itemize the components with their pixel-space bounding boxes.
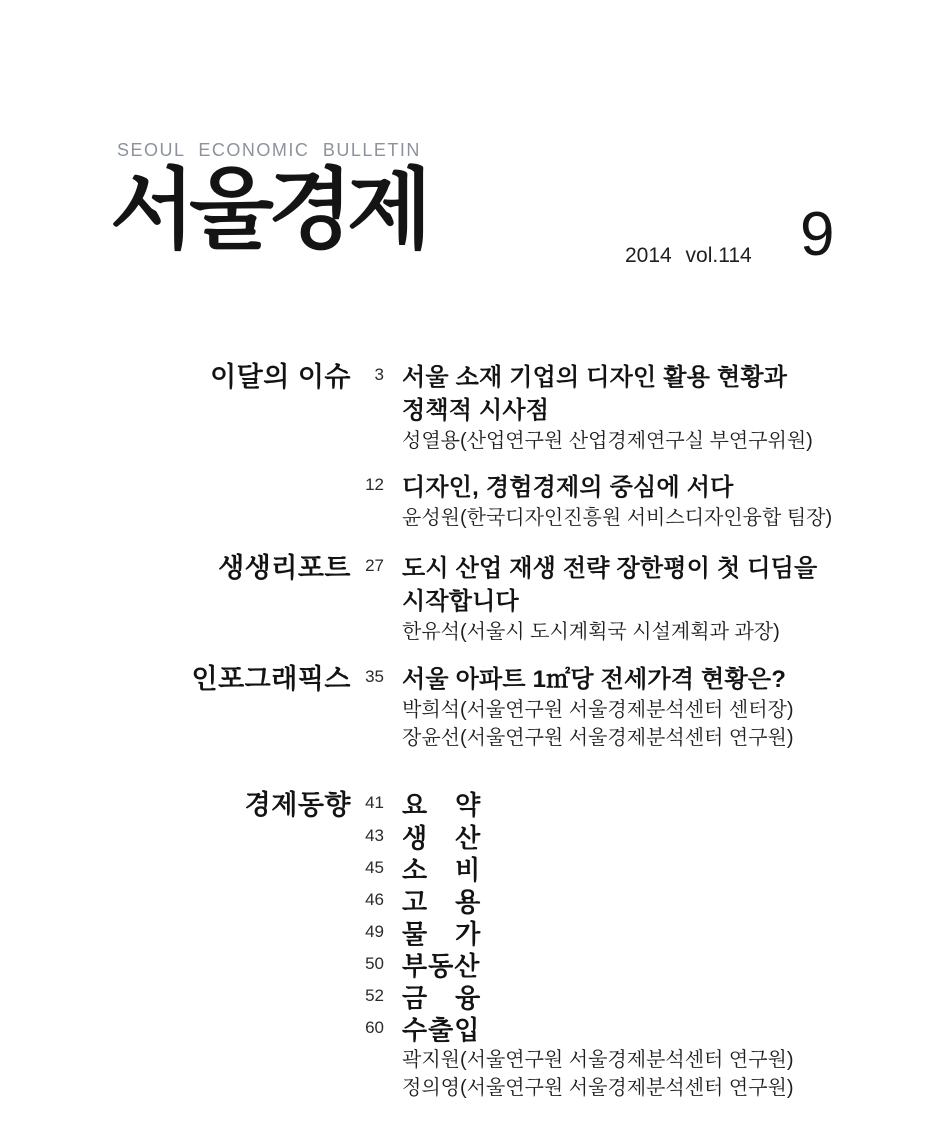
page-number: 49: [365, 922, 384, 941]
entry-content: [389, 361, 845, 455]
entry-content: [389, 789, 845, 821]
entry-title: 소 비: [402, 855, 482, 885]
section-label: 경제동향: [244, 790, 351, 820]
page-number: 60: [365, 1018, 384, 1037]
entry-author: 윤성원(한국디자인진흥원 서비스디자인융합 팀장): [402, 507, 833, 529]
section-label: 이달의 이슈: [210, 362, 351, 392]
page-number: 27: [365, 556, 384, 575]
entry-content: [389, 886, 845, 918]
toc-row: [105, 552, 845, 646]
page-number: 45: [365, 858, 384, 877]
entry-author: 박희석(서울연구원 서울경제분석센터 센터장): [402, 699, 794, 721]
entry-title-line2: 정책적 시사점: [402, 397, 550, 424]
entry-author: 장윤선(서울연구원 서울경제분석센터 연구원): [402, 727, 794, 749]
page-number: 35: [365, 667, 384, 686]
page-number: 12: [365, 475, 384, 494]
entry-content: [389, 918, 845, 950]
entry-title: 수출입: [402, 1015, 481, 1045]
toc-row: [105, 854, 845, 886]
page-number: 52: [365, 986, 384, 1005]
entry-title: 금 융: [402, 983, 482, 1013]
entry-content: [389, 822, 845, 854]
entry-title: 생 산: [402, 823, 482, 853]
table-of-contents: [105, 361, 845, 1102]
toc-row: [105, 918, 845, 950]
entry-content: [389, 552, 845, 646]
entry-title: 도시 산업 재생 전략 장한평이 첫 디딤을: [402, 555, 818, 582]
entry-content: [389, 1014, 845, 1102]
section-label: 생생리포트: [218, 553, 351, 583]
toc-row: [105, 361, 845, 455]
toc-row: [105, 663, 845, 752]
volume-label: 2014 vol.114: [625, 244, 752, 267]
section-label: 인포그래픽스: [191, 664, 351, 694]
masthead-title: 서울경제: [110, 160, 427, 259]
page-number: 50: [365, 954, 384, 973]
toc-row: [105, 471, 845, 532]
entry-content: [389, 854, 845, 886]
entry-author: 정의영(서울연구원 서울경제분석센터 연구원): [402, 1077, 794, 1099]
entry-author: 한유석(서울시 도시계획국 시설계획과 과장): [402, 621, 780, 643]
entry-content: [389, 471, 845, 532]
entry-content: [389, 982, 845, 1014]
entry-content: [389, 950, 845, 982]
entry-title: 부동산: [402, 951, 481, 981]
toc-row: [105, 982, 845, 1014]
entry-title: 물 가: [402, 919, 482, 949]
entry-title: 디자인, 경험경제의 중심에 서다: [402, 474, 734, 501]
eyebrow-title: SEOUL ECONOMIC BULLETIN: [117, 140, 421, 160]
page-number: 3: [374, 365, 384, 384]
toc-row: [105, 1014, 845, 1102]
page-number: 41: [365, 793, 384, 812]
entry-title-line2: 시작합니다: [402, 588, 519, 615]
entry-title: 요 약: [402, 790, 482, 820]
page-number: 46: [365, 890, 384, 909]
entry-content: [389, 663, 845, 752]
page-number: 43: [365, 826, 384, 845]
toc-row: [105, 822, 845, 854]
entry-author: 곽지원(서울연구원 서울경제분석센터 연구원): [402, 1049, 794, 1071]
issue-number: 9: [800, 200, 835, 269]
entry-title: 서울 아파트 1㎡당 전세가격 현황은?: [402, 666, 787, 693]
entry-title: 고 용: [402, 887, 482, 917]
entry-author: 성열용(산업연구원 산업경제연구실 부연구위원): [402, 430, 813, 452]
toc-row: [105, 789, 845, 822]
toc-row: [105, 950, 845, 982]
toc-row: [105, 886, 845, 918]
entry-title: 서울 소재 기업의 디자인 활용 현황과: [402, 364, 788, 391]
